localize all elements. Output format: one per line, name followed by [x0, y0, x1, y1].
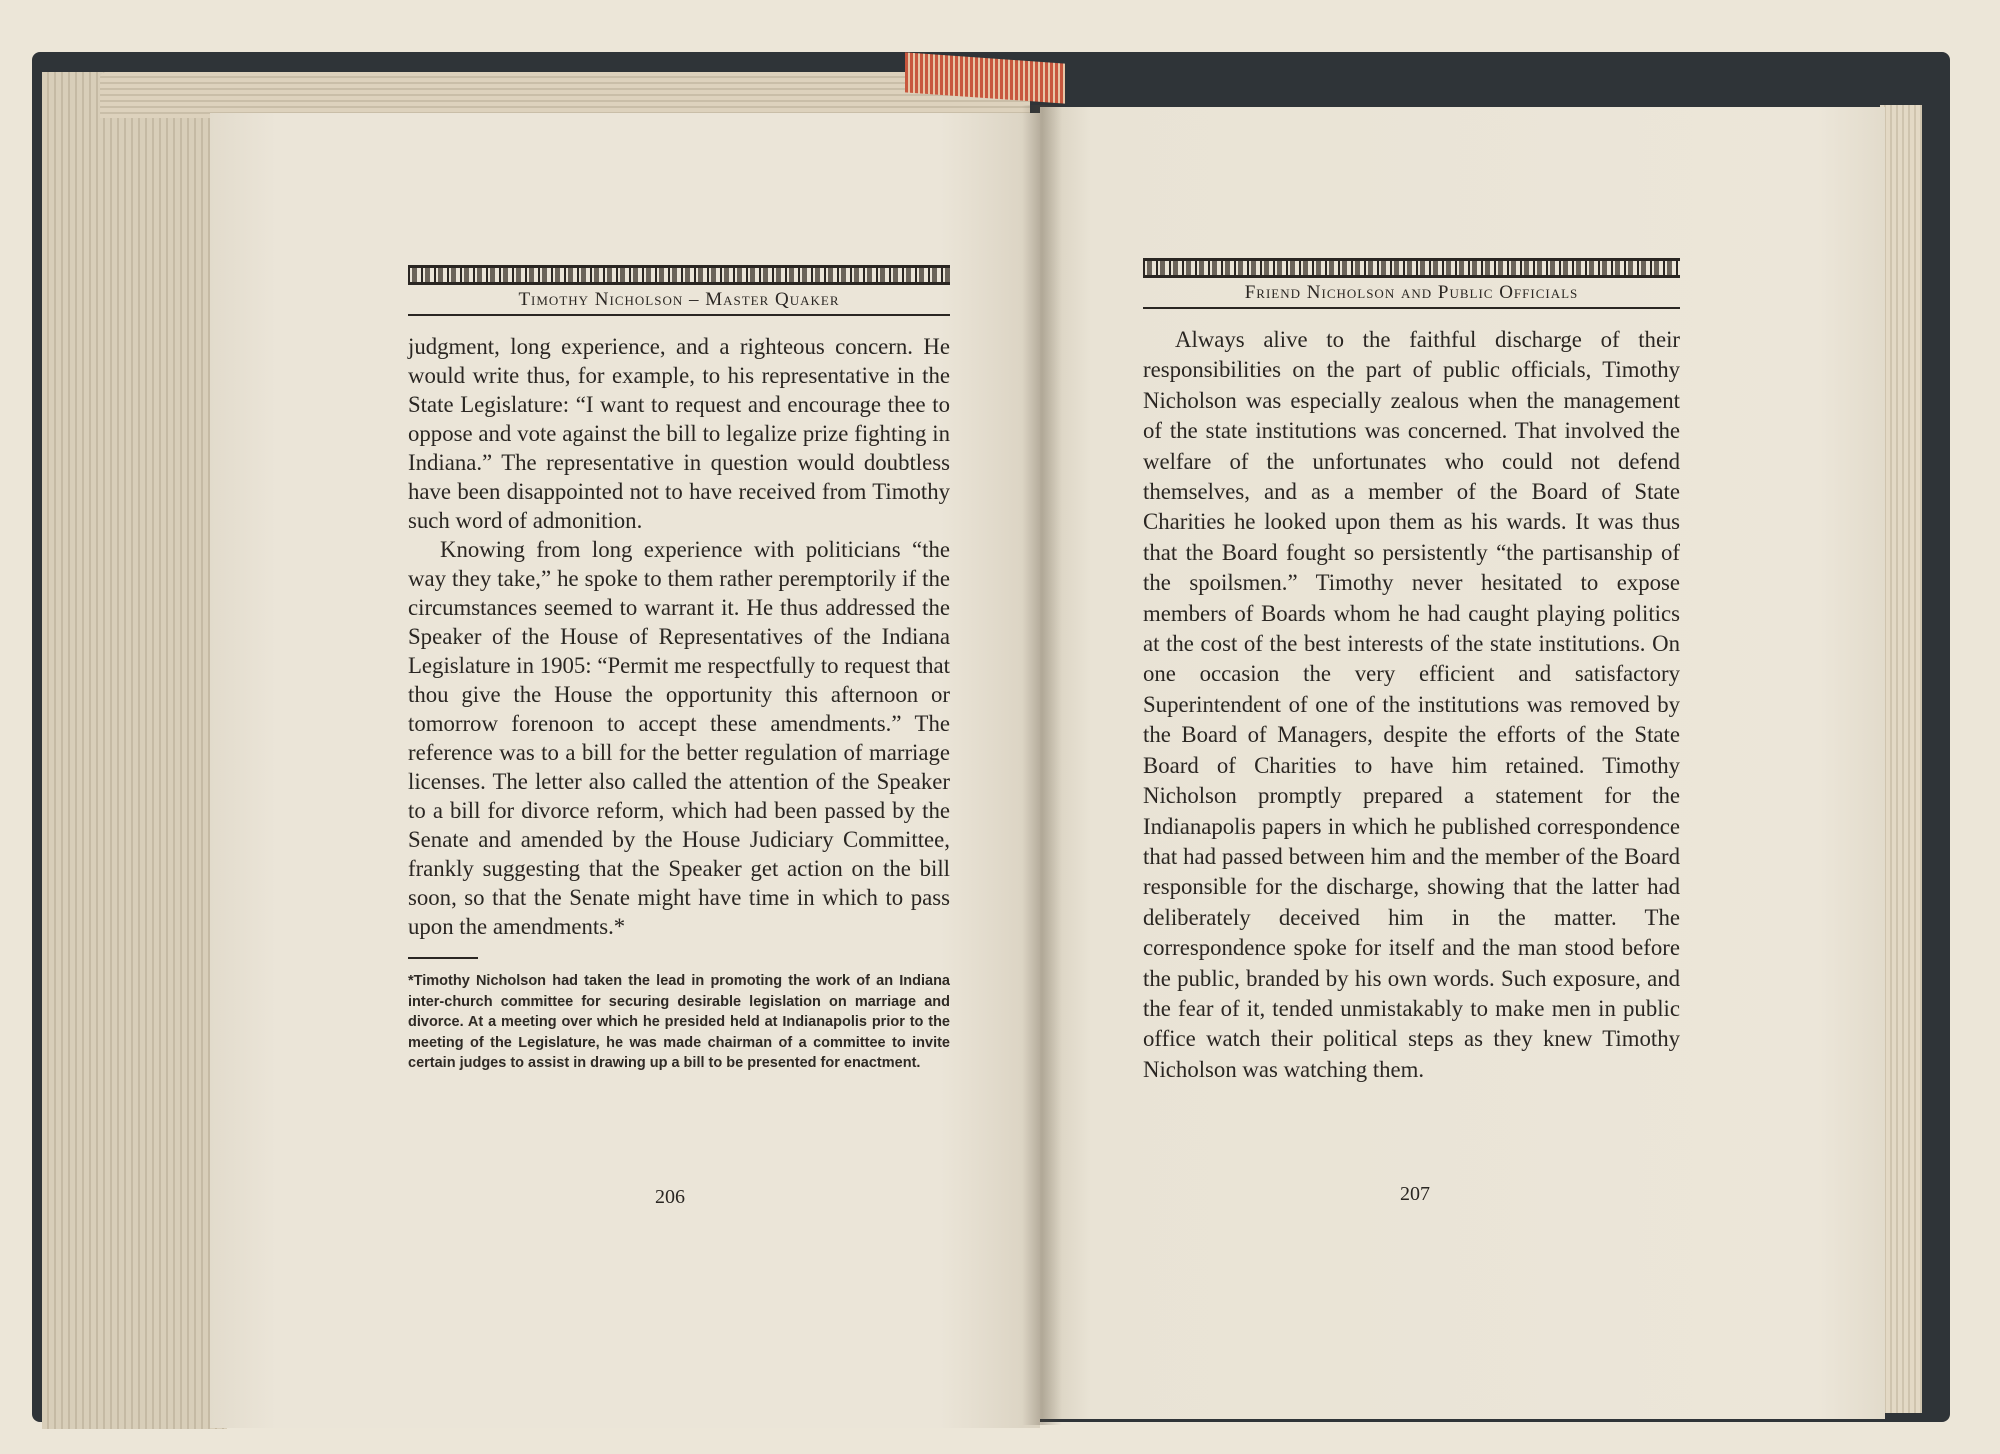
page-edges-right: [1880, 105, 1922, 1413]
footnote-rule: [408, 957, 478, 959]
left-paragraph-2: Knowing from long experience with politicians “the way they take,” he spoke to them rather peremptorily if the circumstances seemed to warrant it. He thus addressed the Speaker of the House of Representatives of the Indiana Legislature in 1905: “Permit me respectfully to request that thou give the House the opportunity this afternoon or tomorrow forenoon to accept these amendments.” The reference was to a bill for the better regulation of marriage licenses. The letter also called the attention of the Speaker to a bill for divorce reform, which had been passed by the Senate and amended by the House Judiciary Committee, frankly suggesting that the Speaker get action on the bill soon, so that the Senate might have time in which to pass upon the amendments.*: [408, 537, 950, 939]
right-page-number: 207: [1400, 1183, 1430, 1205]
right-text-block: [1143, 258, 1680, 1085]
left-paragraph-1: judgment, long experience, and a righteous concern. He would write thus, for example, to his representative in the State Legislature: “I want to request and encourage thee to oppose and vote against the bill to legalize prize fighting in Indiana.” The representative in question would doubtless have been disappointed not to have received from Timothy such word of admonition.: [408, 334, 950, 533]
book-gutter: [1022, 105, 1062, 1425]
page-edges-top: [100, 72, 1030, 118]
right-paragraph-1: Always alive to the faithful discharge of their responsibilities on the part of public officials, Timothy Nicholson was especially zealous when the management of the state institutions was concerned. That involved the welfare of the unfortunates who could not defend themselves, and as a member of the Board of State Charities he looked upon them as his wards. It was thus that the Board fought so persistently “the partisanship of the spoilsmen.” Timothy never hesitated to expose members of Boards whom he had caught playing politics at the cost of the best interests of the state institutions. On one occasion the very efficient and satisfactory Superintendent of one of the institutions was removed by the Board of Managers, despite the efforts of the State Board of Charities to have him retained. Timothy Nicholson promptly prepared a statement for the Indianapolis papers in which he published correspondence that had passed between him and the member of the Board responsible for the discharge, showing that the latter had deliberately deceived him in the matter. The correspondence spoke for itself and the man stood before the public, branded by his own words. Such exposure, and the fear of it, tended unmistakably to make men in public office watch their political steps as they knew Timothy Nicholson was watching them.: [1143, 327, 1680, 1082]
right-header-ornament: [1143, 258, 1680, 278]
left-page-number: 206: [655, 1186, 685, 1208]
left-running-head: Timothy Nicholson – Master Quaker: [408, 285, 950, 316]
page-edges-left: [42, 72, 227, 1429]
footnote: *Timothy Nicholson had taken the lead in promoting the work of an Indiana inter-church committee for securing desirable legislation on marriage and divorce. At a meeting over which he presided held at Indianapolis prior to the meeting of the Legislature, he was made chairman of a committee to invite certain judges to assist in drawing up a bill to be presented for enactment.: [408, 973, 950, 1071]
left-header-ornament: [408, 265, 950, 285]
right-running-head: Friend Nicholson and Public Officials: [1143, 278, 1680, 309]
left-text-block: [408, 265, 950, 1074]
